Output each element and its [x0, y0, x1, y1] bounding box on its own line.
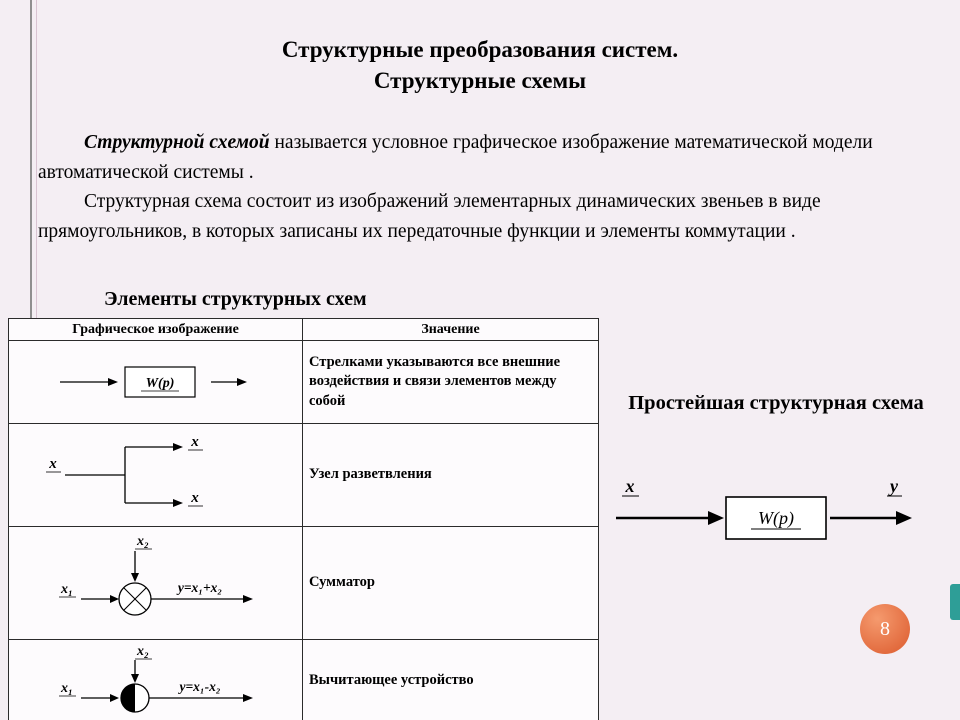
left-input-label: x₁	[61, 582, 73, 597]
diagram-block-label: W(p)	[758, 508, 794, 528]
slide-body-text	[38, 128, 934, 246]
paragraph-1	[38, 128, 934, 187]
paragraph-1-rest: называется условное графическое изображение математической модели автоматической системы .	[38, 132, 873, 183]
arrow-right-icon	[110, 694, 119, 702]
table-row	[9, 640, 599, 720]
sum-formula-label: y=x₁+x₂	[177, 580, 223, 595]
arrow-down-icon	[131, 674, 139, 683]
filled-sector	[121, 684, 135, 712]
graphic-link-block	[9, 341, 303, 424]
arrow-right-icon	[237, 378, 247, 386]
branch-output-label: x	[191, 434, 199, 450]
section-heading: Элементы структурных схем	[104, 288, 367, 310]
subtractor-diagram	[15, 642, 305, 720]
table-header-graphic: Графическое изображение	[9, 319, 303, 341]
summator-diagram	[15, 529, 305, 637]
link-block-diagram	[15, 343, 305, 421]
arrow-right-icon	[110, 595, 119, 603]
arrow-right-icon	[173, 499, 183, 507]
title-line-2: Структурные схемы	[373, 68, 587, 93]
branch-node-diagram	[15, 426, 305, 524]
table-header-row	[9, 319, 599, 341]
top-input-label: x₂	[137, 644, 149, 659]
branch-output-label: x	[191, 490, 199, 506]
input-label: x	[49, 456, 57, 472]
arrow-right-icon	[896, 511, 912, 525]
graphic-subtractor	[9, 640, 303, 720]
paragraph-2: Структурная схема состоит из изображений элементарных динамических звеньев в виде прямоугольников, в которых записаны их передаточные функции и элементы коммутации .	[38, 191, 821, 242]
teal-accent-tab	[950, 584, 960, 620]
page-number-badge	[860, 604, 910, 654]
meaning-cell: Узел разветвления	[303, 424, 599, 527]
sub-formula-label: y=x₁-x₂	[179, 679, 221, 694]
block-label: W(p)	[145, 376, 175, 391]
table-row	[9, 341, 599, 424]
page-number: 8	[880, 617, 890, 640]
top-input-label: x₂	[137, 534, 149, 549]
arrow-right-icon	[708, 511, 724, 525]
arrow-right-icon	[243, 595, 253, 603]
elements-table	[8, 318, 599, 720]
diagram-input-label: x	[625, 476, 635, 496]
slide-title	[70, 34, 890, 96]
meaning-cell: Стрелками указываются все внешние воздействия и связи элементов между собой	[303, 341, 599, 424]
arrow-right-icon	[243, 694, 253, 702]
paragraph-1-lead: Структурной схемой	[84, 132, 270, 153]
table-row	[9, 424, 599, 527]
meaning-cell: Вычитающее устройство	[303, 640, 599, 720]
meaning-cell: Сумматор	[303, 527, 599, 640]
simple-structure-diagram	[608, 468, 948, 553]
table-row	[9, 527, 599, 640]
arrow-right-icon	[173, 443, 183, 451]
arrow-down-icon	[131, 573, 139, 582]
graphic-branch-node	[9, 424, 303, 527]
table-header-meaning: Значение	[303, 319, 599, 341]
arrow-right-icon	[108, 378, 118, 386]
left-input-label: x₁	[61, 681, 73, 696]
graphic-summator	[9, 527, 303, 640]
diagram-output-label: y	[890, 476, 898, 496]
right-panel-heading: Простейшая структурная схема	[628, 392, 924, 414]
title-line-1: Структурные преобразования систем.	[281, 37, 679, 62]
